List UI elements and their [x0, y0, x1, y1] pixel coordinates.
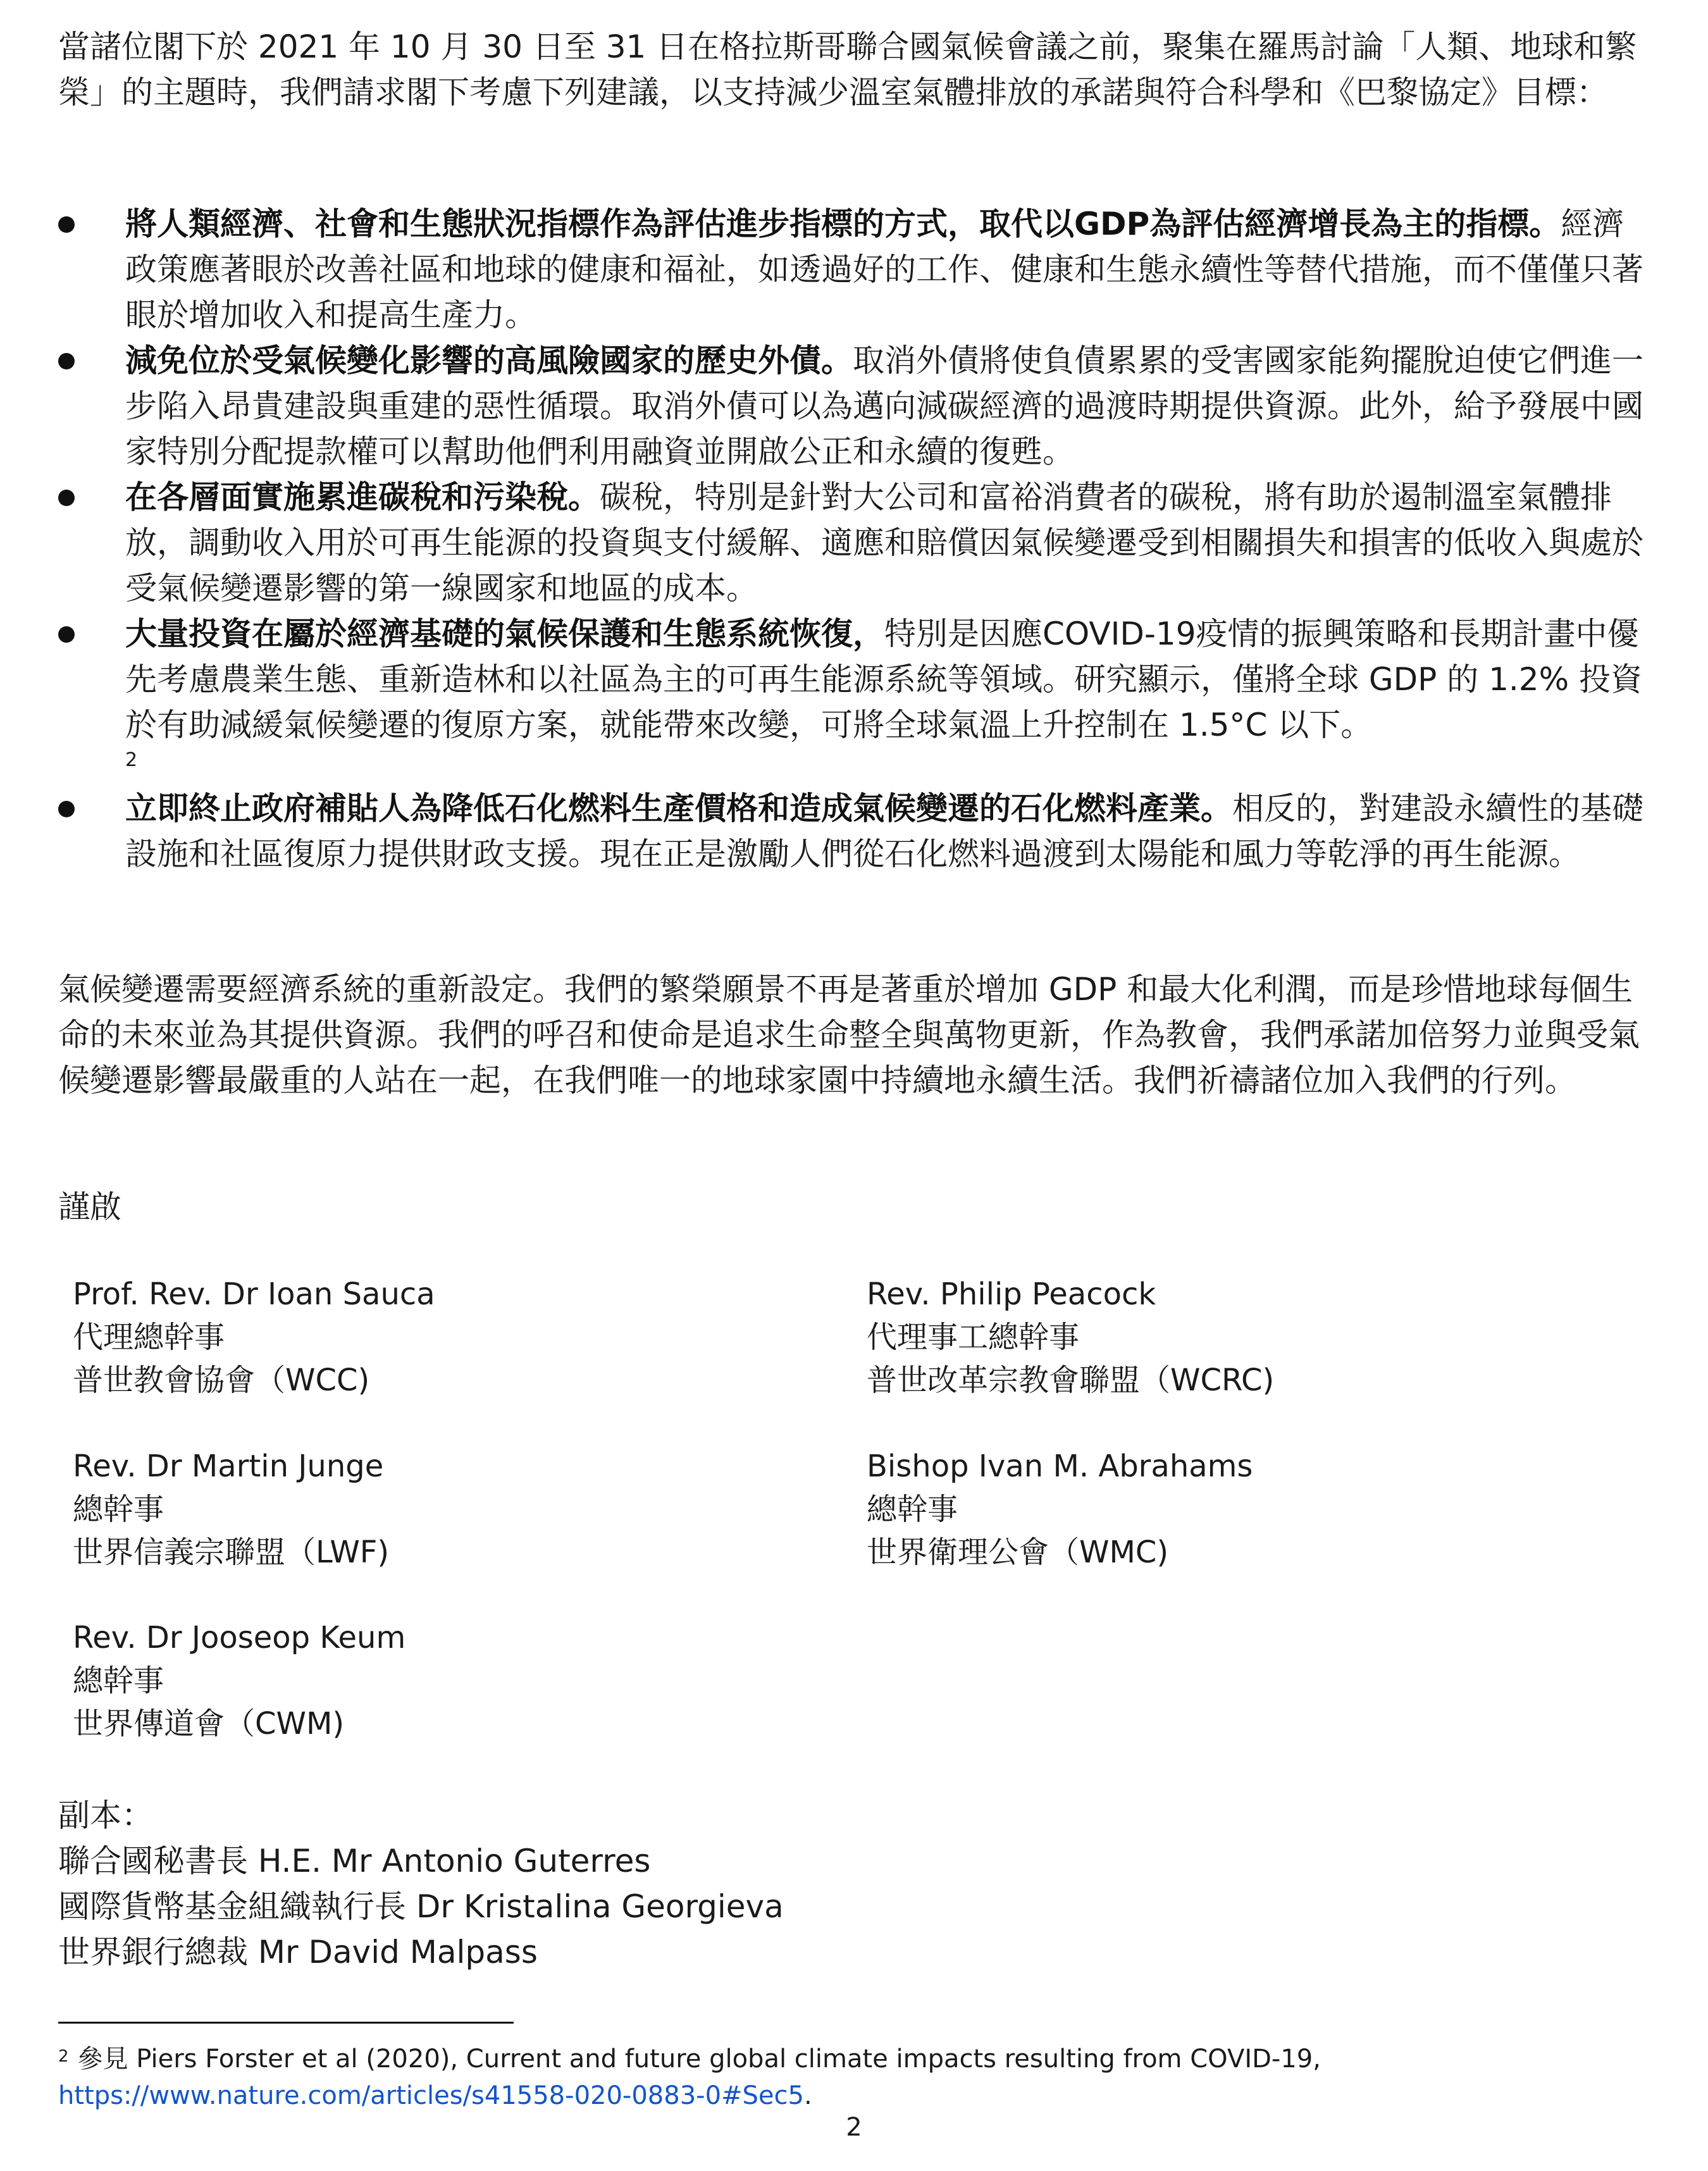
- list-item: [58, 474, 1652, 611]
- page-number: 2: [846, 2113, 862, 2142]
- signatory-title: 代理事工總幹事: [867, 1320, 1080, 1355]
- bullet-dot-icon: [58, 490, 75, 506]
- signatory-org: 世界衛理公會（WMC): [867, 1535, 1169, 1570]
- recommendation-text: 特別是因應COVID-19疫情的振興策略和長期計畫中優先考慮農業生態、重新造林和以社區為主的可再生能源系統等領域。研究顯示，僅將全球 GDP 的 1.2% 投資於有助減緩氣候變遷的復原方案，就能帶來改變，可將全球氣溫上升控制在 1.5°C 以下。: [125, 615, 1642, 743]
- list-item: [58, 201, 1652, 338]
- footnote-reference[interactable]: 2: [125, 749, 138, 771]
- signatory-name: Prof. Rev. Dr Ioan Sauca: [73, 1277, 435, 1312]
- cc-recipient: 世界銀行總裁 Mr David Malpass: [58, 1934, 538, 1970]
- recommendation-text: 相反的，對建設永續性的基礎設施和社區復原力提供財政支援。現在正是激勵人們從石化燃料過渡到太陽能和風力等乾淨的再生能源。: [125, 790, 1643, 872]
- signatory-title: 總幹事: [73, 1492, 164, 1527]
- signatory-org: 普世改革宗教會聯盟（WCRC): [867, 1363, 1275, 1398]
- list-item: [58, 786, 1652, 877]
- closing-paragraph: 氣候變遷需要經濟系統的重新設定。我們的繁榮願景不再是著重於增加 GDP 和最大化利潤，而是珍惜地球每個生命的未來並為其提供資源。我們的呼召和使命是追求生命整全與萬物更新，作為教會，我們承諾加倍努力並與受氣候變遷影響最嚴重的人站在一起，在我們唯一的地球家園中持續地永續生活。我們祈禱諸位加入我們的行列。: [58, 971, 1640, 1099]
- signatory-title: 代理總幹事: [73, 1320, 225, 1355]
- cc-recipient: 聯合國秘書長 H.E. Mr Antonio Guterres: [58, 1843, 651, 1879]
- signatory-org: 普世教會協會（WCC): [73, 1363, 370, 1398]
- recommendation-heading: 減免位於受氣候變化影響的高風險國家的歷史外債。: [125, 342, 853, 379]
- signatory-name: Rev. Dr Jooseop Keum: [73, 1620, 406, 1655]
- bullet-dot-icon: [58, 626, 75, 643]
- intro-paragraph: 當諸位閣下於 2021 年 10 月 30 日至 31 日在格拉斯哥聯合國氣候會議之前，聚集在羅馬討論「人類、地球和繁榮」的主題時，我們請求閣下考慮下列建議，以支持減少溫室氣體排放的承諾與符合科學和《巴黎協定》目標：: [58, 28, 1637, 111]
- salutation: 謹啟: [58, 1189, 121, 1225]
- recommendation-text: 碳稅，特別是針對大公司和富裕消費者的碳稅，將有助於遏制溫室氣體排放，調動收入用於可再生能源的投資與支付緩解、適應和賠償因氣候變遷受到相關損失和損害的低收入與處於受氣候變遷影響的第一線國家和地區的成本。: [125, 479, 1643, 607]
- signatory-name: Rev. Philip Peacock: [867, 1277, 1156, 1312]
- signatory-block: [73, 1273, 435, 1402]
- signatory-block: [867, 1273, 1274, 1402]
- cc-block: [58, 1793, 784, 1975]
- footnote-end: .: [803, 2081, 812, 2110]
- recommendation-heading: 將人類經濟、社會和生態狀況指標作為評估進步指標的方式，取代以GDP為評估經濟增長為主的指標。: [125, 206, 1561, 242]
- signatory-block: [73, 1616, 405, 1745]
- recommendation-text: 經濟政策應著眼於改善社區和地球的健康和福祉，如透過好的工作、健康和生態永續性等替代措施，而不僅僅只著眼於增加收入和提高生產力。: [125, 206, 1643, 333]
- signatory-title: 總幹事: [73, 1663, 164, 1698]
- footnote: [58, 2041, 1652, 2114]
- bullet-dot-icon: [58, 216, 75, 233]
- recommendation-heading: 立即終止政府補貼人為降低石化燃料生產價格和造成氣候變遷的石化燃料產業。: [125, 790, 1232, 827]
- signatory-name: Bishop Ivan M. Abrahams: [867, 1449, 1253, 1484]
- footnote-number: 2: [58, 2047, 69, 2066]
- signatory-block: [867, 1445, 1253, 1574]
- cc-recipient: 國際貨幣基金組織執行長 Dr Kristalina Georgieva: [58, 1888, 784, 1925]
- footnote-divider: [58, 2022, 514, 2024]
- recommendation-text: 取消外債將使負債累累的受害國家能夠擺脫迫使它們進一步陷入昂貴建設與重建的惡性循環。取消外債可以為邁向減碳經濟的過渡時期提供資源。此外，給予發展中國家特別分配提款權可以幫助他們利用融資並開啟公正和永續的復甦。: [125, 342, 1643, 470]
- signatory-name: Rev. Dr Martin Junge: [73, 1449, 384, 1484]
- footnote-link[interactable]: https://www.nature.com/articles/s41558-020-0883-0#Sec5: [58, 2081, 804, 2110]
- signatory-title: 總幹事: [867, 1492, 958, 1527]
- list-item: [58, 338, 1652, 474]
- footnote-text: 參見 Piers Forster et al (2020), Current and future global climate impacts resulting from COVID-19,: [77, 2044, 1321, 2074]
- signatory-block: [73, 1445, 389, 1574]
- list-item: [58, 611, 1652, 773]
- recommendation-list: [58, 201, 1652, 877]
- cc-label: 副本：: [58, 1797, 153, 1834]
- signatory-org: 世界信義宗聯盟（LWF): [73, 1535, 390, 1570]
- recommendation-heading: 大量投資在屬於經濟基礎的氣候保護和生態系統恢復，: [125, 615, 884, 652]
- recommendation-heading: 在各層面實施累進碳稅和污染稅。: [125, 479, 600, 516]
- bullet-dot-icon: [58, 353, 75, 369]
- bullet-dot-icon: [58, 801, 75, 817]
- signatory-org: 世界傳道會（CWM): [73, 1706, 345, 1741]
